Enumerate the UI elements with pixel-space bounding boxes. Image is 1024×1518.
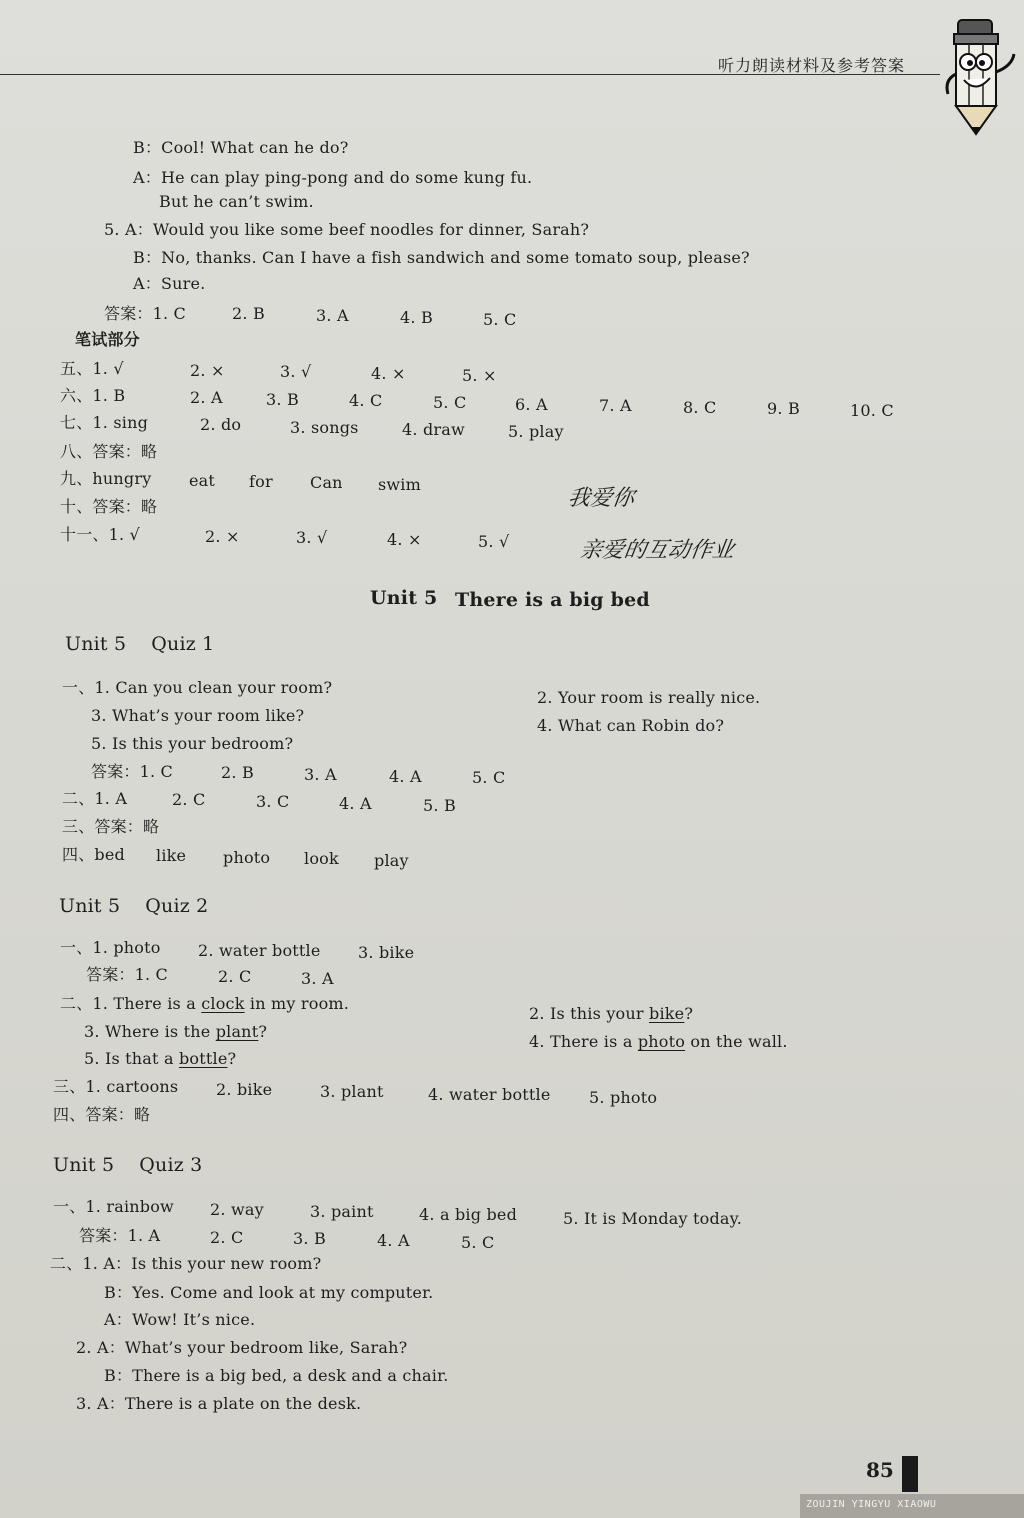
- handwritten-note: 亲爱的互动作业: [578, 538, 736, 563]
- pencil-mascot-icon: [940, 14, 1020, 138]
- answer-item: 2. C: [218, 967, 252, 986]
- unit-name: There is a big bed: [455, 589, 650, 611]
- answer-item: 4. draw: [402, 420, 465, 439]
- answer-item: 5. B: [423, 796, 456, 815]
- answer-item: 4. A: [339, 794, 372, 813]
- answer-item: like: [156, 846, 187, 865]
- answer-item: 5. ×: [462, 366, 497, 385]
- question-item: 2. Your room is really nice.: [537, 688, 761, 707]
- answer-item: 3. √: [296, 528, 328, 547]
- answer-item: 答案：1. C: [86, 965, 168, 984]
- answer-item: 五、1. √: [60, 359, 124, 378]
- answer-item: 4. A: [389, 767, 422, 786]
- answer-item: 四、答案：略: [53, 1105, 151, 1124]
- answer-item: 3. songs: [290, 418, 359, 437]
- answer-item: 十、答案：略: [60, 497, 158, 516]
- answer-item: 2. C: [172, 790, 206, 809]
- answer-word: clock: [201, 994, 245, 1013]
- page-number-bar: [902, 1456, 918, 1492]
- answer-item: 9. B: [767, 399, 800, 418]
- answer-item: eat: [189, 471, 216, 490]
- answer-item: 答案：1. A: [79, 1226, 161, 1245]
- answer-item: 2. B: [232, 304, 265, 323]
- answer-item: 4. water bottle: [428, 1085, 551, 1104]
- dialogue-line: But he can’t swim.: [159, 192, 314, 211]
- sentence-item: [84, 1022, 267, 1042]
- answer-item: 六、1. B: [60, 386, 126, 405]
- answer-item: 5. C: [433, 393, 467, 412]
- question-item: 5. Is this your bedroom?: [91, 734, 294, 753]
- answer-item: Can: [310, 473, 343, 492]
- answer-item: 4. ×: [387, 530, 422, 549]
- answer-item: 3. B: [266, 390, 299, 409]
- quiz-title: Unit 5 Quiz 1: [65, 633, 215, 655]
- sentence-item: [529, 1032, 788, 1052]
- question-item: 一、1. rainbow: [53, 1197, 174, 1216]
- answer-item: 3. plant: [320, 1082, 384, 1101]
- answer-item: 2. ×: [190, 361, 225, 380]
- dialogue-line: B：There is a big bed, a desk and a chair.: [104, 1366, 449, 1385]
- answer-word: plant: [215, 1022, 259, 1041]
- answer-item: 三、答案：略: [62, 817, 160, 836]
- answer-item: 2. C: [210, 1228, 244, 1247]
- answer-item: photo: [223, 848, 271, 867]
- answer-word: bottle: [178, 1049, 228, 1068]
- handwritten-note: 我爱你: [566, 486, 636, 511]
- quiz-title: Unit 5 Quiz 3: [53, 1154, 203, 1176]
- answer-item: 8. C: [683, 398, 717, 417]
- answer-item: 七、1. sing: [60, 413, 149, 432]
- sentence-text: ?: [227, 1049, 237, 1068]
- answer-item: 3. C: [256, 792, 290, 811]
- dialogue-line: 2. A：What’s your bedroom like, Sarah?: [76, 1338, 408, 1357]
- dialogue-line: A：Sure.: [133, 274, 206, 293]
- answer-item: 6. A: [515, 395, 548, 414]
- question-item: 2. way: [210, 1200, 264, 1219]
- answer-item: 2. B: [221, 763, 254, 782]
- answer-item: 5. photo: [589, 1088, 658, 1107]
- answer-item: 2. bike: [216, 1080, 273, 1099]
- question-item: 一、1. photo: [60, 938, 161, 957]
- answer-item: 四、bed: [62, 845, 125, 864]
- unit-number: Unit 5: [370, 587, 438, 609]
- dialogue-line: 5. A：Would you like some beef noodles for dinner, Sarah?: [104, 220, 590, 239]
- header-title: 听力朗读材料及参考答案: [718, 56, 906, 75]
- answer-item: 2. ×: [205, 527, 240, 546]
- header-rule: [0, 74, 940, 75]
- question-item: 5. It is Monday today.: [563, 1209, 743, 1228]
- answer-item: 3. A: [304, 765, 337, 784]
- answer-item: look: [304, 849, 339, 868]
- answer-item: 3. A: [316, 306, 349, 325]
- dialogue-line: A：He can play ping-pong and do some kung fu.: [133, 168, 533, 187]
- sentence-text: 2. Is this your: [529, 1004, 650, 1023]
- sentence-text: in my room.: [244, 994, 350, 1013]
- question-item: 4. What can Robin do?: [537, 716, 725, 735]
- answer-item: 十一、1. √: [60, 525, 140, 544]
- answer-item: 2. do: [200, 415, 242, 434]
- answer-item: 2. A: [190, 388, 223, 407]
- answer-item: for: [249, 472, 273, 491]
- question-item: 3. What’s your room like?: [91, 706, 305, 725]
- answer-item: 八、答案：略: [60, 442, 158, 461]
- answer-item: 3. √: [280, 362, 312, 381]
- answer-item: 4. B: [400, 308, 433, 327]
- sentence-item: [529, 1004, 693, 1024]
- sentence-text: 二、1. There is a: [60, 994, 202, 1013]
- answer-item: 三、1. cartoons: [53, 1077, 179, 1096]
- question-item: 4. a big bed: [419, 1205, 518, 1224]
- sentence-item: [84, 1049, 236, 1069]
- section-heading: 笔试部分: [75, 330, 140, 349]
- answer-item: 5. √: [478, 532, 510, 551]
- answer-item: 4. C: [349, 391, 383, 410]
- sentence-text: ?: [258, 1022, 268, 1041]
- dialogue-line: B：Yes. Come and look at my computer.: [104, 1283, 434, 1302]
- sentence-item: [60, 994, 349, 1014]
- answer-item: 5. C: [483, 310, 517, 329]
- answer-word: photo: [637, 1032, 686, 1051]
- quiz-title: Unit 5 Quiz 2: [59, 895, 209, 917]
- answer-item: 3. A: [301, 969, 334, 988]
- sentence-text: 3. Where is the: [84, 1022, 216, 1041]
- sentence-text: on the wall.: [685, 1032, 788, 1051]
- answer-item: 7. A: [599, 396, 632, 415]
- answer-item: 4. A: [377, 1231, 410, 1250]
- sentence-text: 5. Is that a: [84, 1049, 179, 1068]
- dialogue-line: B：No, thanks. Can I have a fish sandwich and some tomato soup, please?: [133, 248, 750, 267]
- answer-item: 10. C: [850, 401, 894, 420]
- answer-item: play: [374, 851, 409, 870]
- answer-item: 3. B: [293, 1229, 326, 1248]
- footer-strip-text: ZOUJIN YINGYU XIAOWU: [806, 1499, 937, 1510]
- dialogue-line: 二、1. A：Is this your new room?: [50, 1254, 322, 1273]
- answer-item: 九、hungry: [60, 469, 152, 488]
- answer-word: bike: [649, 1004, 685, 1023]
- question-item: 3. paint: [310, 1202, 374, 1221]
- question-item: 2. water bottle: [198, 941, 321, 960]
- answer-item: 5. play: [508, 422, 564, 441]
- question-item: 3. bike: [358, 943, 415, 962]
- dialogue-line: A：Wow! It’s nice.: [104, 1310, 256, 1329]
- page-number: 85: [866, 1458, 894, 1482]
- answer-item: 二、1. A: [62, 789, 128, 808]
- dialogue-line: B：Cool! What can he do?: [133, 138, 349, 157]
- sentence-text: ?: [684, 1004, 694, 1023]
- answer-item: 5. C: [472, 768, 506, 787]
- answer-item: 4. ×: [371, 364, 406, 383]
- answer-item: swim: [378, 475, 421, 494]
- sentence-text: 4. There is a: [529, 1032, 638, 1051]
- answer-item: 答案：1. C: [91, 762, 173, 781]
- dialogue-line: 3. A：There is a plate on the desk.: [76, 1394, 362, 1413]
- question-item: 一、1. Can you clean your room?: [62, 678, 333, 697]
- answer-item: 5. C: [461, 1233, 495, 1252]
- answer-item: 答案：1. C: [104, 304, 186, 323]
